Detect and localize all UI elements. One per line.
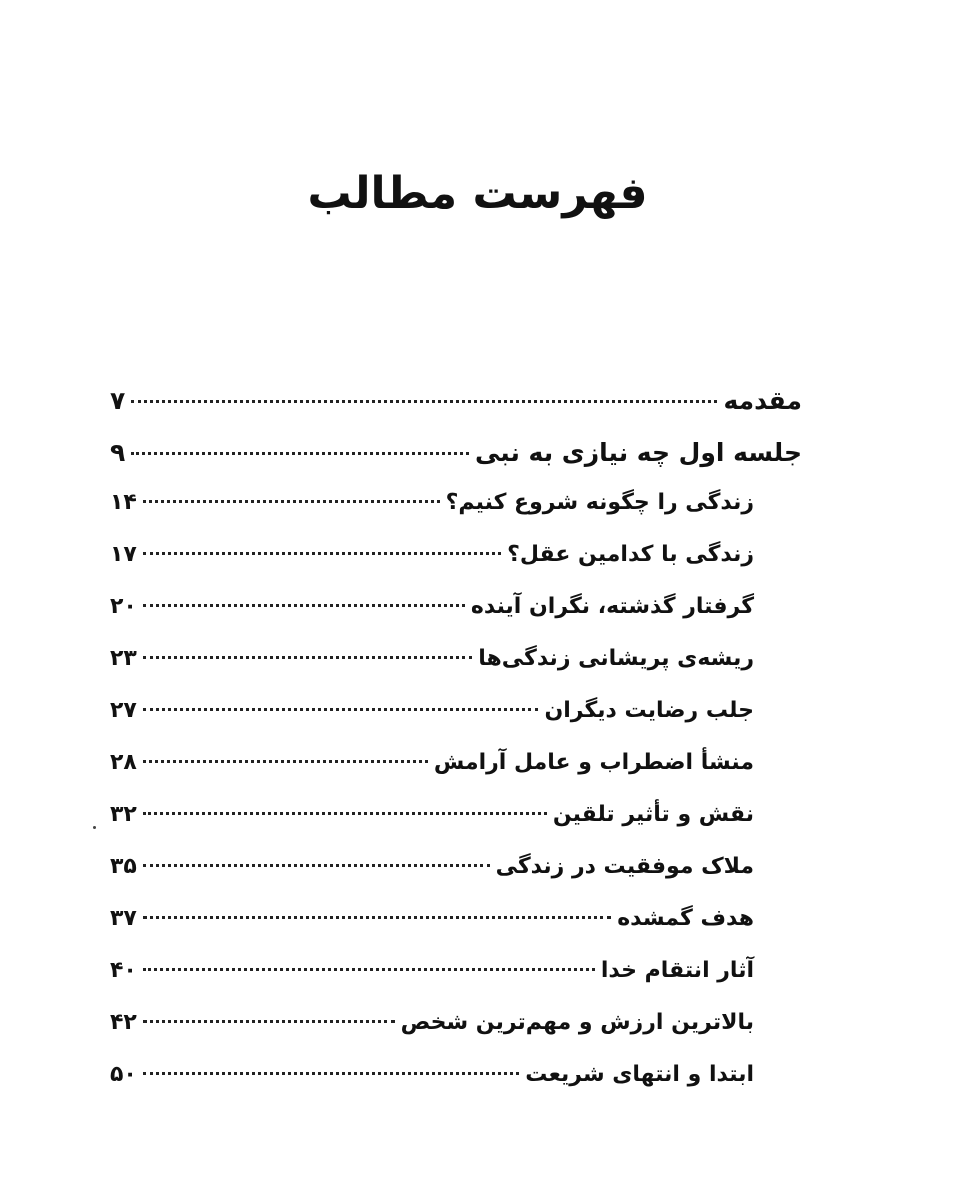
toc-entry-page: ۴۲ [110, 1010, 137, 1035]
dot-leader [143, 552, 501, 555]
toc-entry-page: ۳۵ [110, 854, 137, 879]
dot-leader [143, 864, 490, 867]
toc-entry [110, 438, 802, 490]
toc-entry-page: ۴۰ [110, 958, 137, 983]
toc-entry-title: ریشه‌ی پریشانی زندگی‌ها [478, 646, 754, 671]
toc-entry [110, 802, 802, 854]
toc-entry [110, 854, 802, 906]
dot-leader [143, 968, 595, 971]
toc-entry-page: ۳۲ [110, 802, 137, 827]
toc-entry-title: بالاترین ارزش و مهم‌ترین شخص [400, 1010, 754, 1035]
toc-entry [110, 750, 802, 802]
toc-entry [110, 542, 802, 594]
toc-entry-page: ۹ [110, 438, 126, 467]
dot-leader [143, 656, 472, 659]
toc-entry-title: زندگی با کدامین عقل؟ [507, 542, 754, 567]
toc-entry [110, 490, 802, 542]
toc-entry-title: ملاک موفقیت در زندگی [495, 854, 754, 879]
toc-entry [110, 698, 802, 750]
dot-leader [131, 452, 469, 455]
toc-entry [110, 594, 802, 646]
table-of-contents [110, 386, 802, 1114]
toc-entry [110, 1062, 802, 1114]
dot-leader [143, 1020, 395, 1023]
dot-leader [143, 500, 440, 503]
toc-entry-title: ابتدا و انتهای شریعت [525, 1062, 754, 1087]
toc-entry-title: منشأ اضطراب و عامل آرامش [433, 750, 754, 775]
toc-entry-page: ۱۴ [110, 490, 137, 515]
toc-entry-page: ۱۷ [110, 542, 137, 567]
toc-entry-title: آثار انتقام خدا [600, 958, 754, 983]
dot-leader [143, 708, 539, 711]
toc-entry-title: نقش و تأثیر تلقین [552, 802, 754, 827]
toc-entry-page: ۲۷ [110, 698, 137, 723]
toc-entry-title: جلسه اول چه نیازی به نبی [474, 438, 802, 467]
toc-entry-page: ۲۰ [110, 594, 137, 619]
toc-entry-title: گرفتار گذشته، نگران آینده [470, 594, 754, 619]
toc-entry [110, 1010, 802, 1062]
toc-entry [110, 958, 802, 1010]
toc-entry-page: ۲۸ [110, 750, 137, 775]
toc-entry-title: زندگی را چگونه شروع کنیم؟ [445, 490, 754, 515]
toc-entry-title: مقدمه [723, 386, 802, 415]
toc-entry-page: ۷ [110, 386, 126, 415]
toc-entry [110, 906, 802, 958]
toc-entry-page: ۵۰ [110, 1062, 137, 1087]
dot-leader [143, 760, 428, 763]
page-title: فهرست مطالب [307, 168, 648, 219]
toc-entry-title: جلب رضایت دیگران [544, 698, 754, 723]
dot-leader [143, 604, 465, 607]
toc-entry-page: ۲۳ [110, 646, 137, 671]
toc-entry [110, 646, 802, 698]
toc-entry-title: هدف گمشده [617, 906, 754, 931]
toc-entry [110, 386, 802, 438]
toc-entry-page: ۳۷ [110, 906, 137, 931]
dot-leader [143, 916, 611, 919]
dot-leader [143, 812, 547, 815]
dot-leader [131, 400, 717, 403]
dot-leader [143, 1072, 519, 1075]
speck-mark [93, 826, 96, 829]
